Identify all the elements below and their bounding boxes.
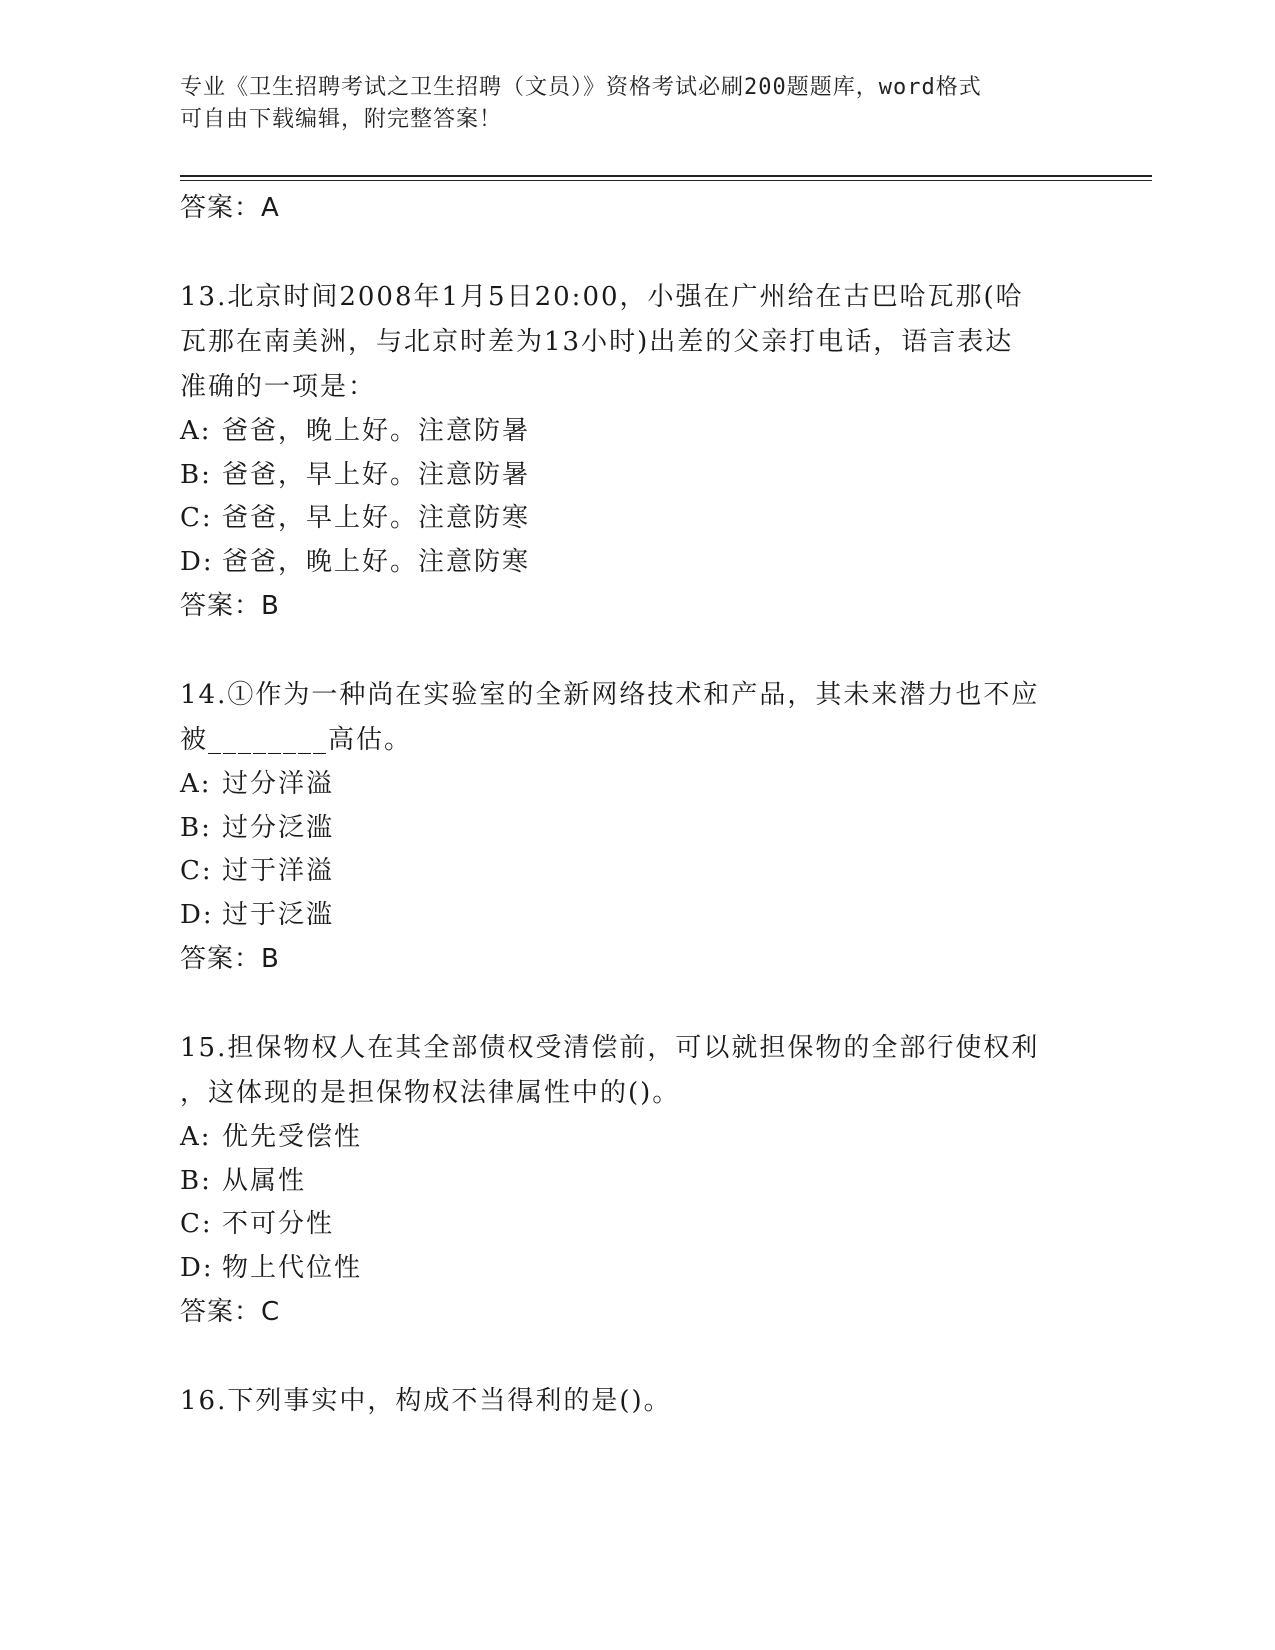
option-text: 优先受偿性: [222, 1122, 363, 1152]
option-key: B:: [180, 459, 212, 490]
option-b: [180, 1160, 1060, 1204]
option-a: [180, 410, 1060, 454]
question-14: [180, 673, 1060, 982]
option-text: 爸爸，晚上好。注意防暑: [222, 416, 531, 446]
option-d: [180, 541, 1060, 585]
question-16: [180, 1379, 1060, 1424]
option-key: B:: [180, 1165, 212, 1196]
question-list: [180, 186, 1060, 1424]
answer-line: 答案：C: [180, 1297, 281, 1327]
option-d: [180, 1247, 1060, 1291]
option-key: D:: [180, 899, 214, 930]
option-c: [180, 850, 1060, 894]
question-stem-line: 准确的一项是：: [180, 372, 377, 402]
answer-line: 答案：B: [180, 944, 280, 974]
question-stem-line: 13.北京时间2008年1月5日20:00，小强在广州给在古巴哈瓦那(哈: [180, 282, 1024, 312]
question-15: [180, 1026, 1060, 1335]
option-c: [180, 1203, 1060, 1247]
header-divider-thin: [180, 180, 1152, 181]
question-13: [180, 275, 1060, 629]
question-stem-line: 瓦那在南美洲，与北京时差为13小时)出差的父亲打电话，语言表达: [180, 327, 1014, 357]
option-key: B:: [180, 812, 212, 843]
header-divider-thick: [180, 175, 1152, 177]
option-text: 物上代位性: [222, 1252, 363, 1283]
question-stem-line: 16.下列事实中，构成不当得利的是()。: [180, 1386, 672, 1416]
answer-line: 答案：B: [180, 591, 280, 621]
option-c: [180, 497, 1060, 541]
option-text: 爸爸，早上好。注意防暑: [222, 459, 531, 490]
option-b: [180, 807, 1060, 851]
option-key: D:: [180, 1252, 214, 1283]
option-a: [180, 763, 1060, 807]
question-stem-line: 15.担保物权人在其全部债权受清偿前，可以就担保物的全部行使权利: [180, 1033, 1040, 1063]
option-text: 过于洋溢: [222, 856, 335, 886]
option-text: 过分洋溢: [222, 769, 335, 799]
header-title-line-2: 可自由下载编辑，附完整答案！: [180, 107, 503, 132]
question-stem-line: 14.①作为一种尚在实验室的全新网络技术和产品，其未来潜力也不应: [180, 680, 1040, 710]
option-key: D:: [180, 546, 214, 577]
option-key: A:: [180, 769, 212, 799]
option-d: [180, 894, 1060, 938]
option-text: 过于泛滥: [222, 899, 335, 930]
option-text: 过分泛滥: [222, 812, 335, 843]
option-text: 从属性: [222, 1165, 307, 1196]
option-key: A:: [180, 1122, 212, 1152]
answer-line: 答案：A: [180, 193, 280, 223]
option-key: C:: [180, 503, 213, 533]
option-key: A:: [180, 416, 212, 446]
page-header: [180, 72, 1060, 136]
option-text: 不可分性: [222, 1209, 335, 1239]
header-title-line-1: 专业《卫生招聘考试之卫生招聘（文员）》资格考试必刷200题题库，word格式: [180, 75, 982, 100]
option-text: 爸爸，晚上好。注意防寒: [222, 546, 531, 577]
option-a: [180, 1116, 1060, 1160]
option-key: C:: [180, 1209, 213, 1239]
option-text: 爸爸，早上好。注意防寒: [222, 503, 531, 533]
question-stem-line: 被________高估。: [180, 725, 413, 755]
option-b: [180, 454, 1060, 498]
option-key: C:: [180, 856, 213, 886]
question-stem-line: ，这体现的是担保物权法律属性中的()。: [180, 1078, 681, 1108]
